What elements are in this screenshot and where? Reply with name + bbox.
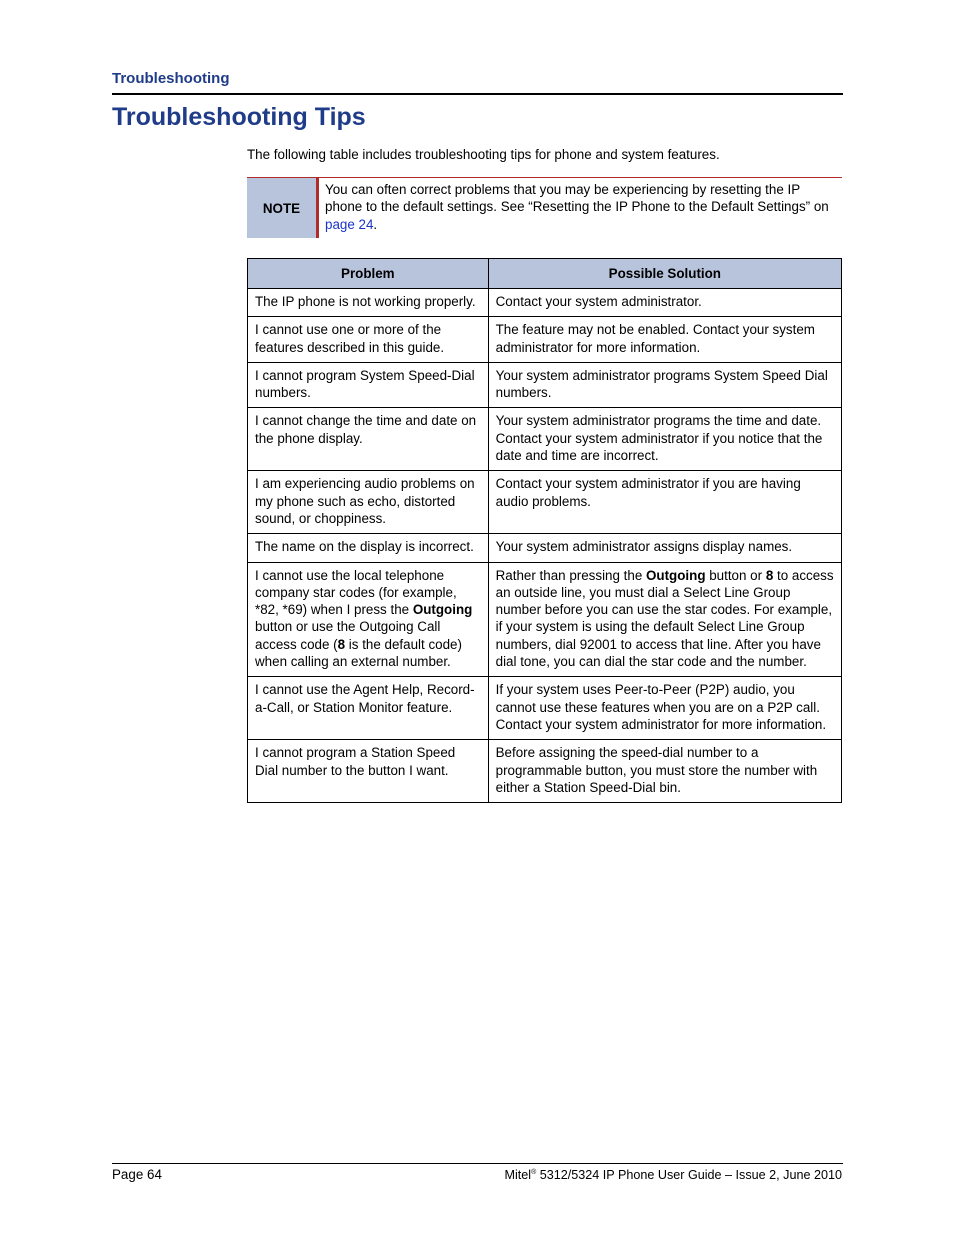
solution-text: to access an outside line, you must dial a Select Line Group number before you can use the star codes. For example, if your system is using the default Select Line Group numbers, dial 92001 to access that line. After you have dial tone, you can dial the star code and the number. <box>495 567 834 670</box>
problem-cell <box>248 289 489 317</box>
solution-text: Your system administrator assigns display names. <box>495 539 793 555</box>
problem-text: button or use the Outgoing Call access code ( <box>255 619 441 652</box>
problem-text: 8 <box>337 636 346 652</box>
problem-text: Outgoing <box>412 602 473 618</box>
document-title: 5312/5324 IP Phone User Guide – Issue 2, June 2010 <box>536 1168 842 1182</box>
problem-cell <box>248 362 489 408</box>
problem-text: The name on the display is incorrect. <box>255 539 474 555</box>
intro-paragraph: The following table includes troubleshooting tips for phone and system features. <box>247 147 720 162</box>
note-text-before: You can often correct problems that you may be experiencing by resetting the IP phone to the default settings. See “Resetting the IP Phone to the Default Settings” on <box>325 182 829 215</box>
problem-cell <box>248 677 489 740</box>
table-body <box>248 289 842 803</box>
document-info <box>504 1168 842 1182</box>
table-row <box>248 362 842 408</box>
problem-cell <box>248 317 489 363</box>
table-row <box>248 677 842 740</box>
solution-cell <box>488 534 841 562</box>
solution-text: Rather than pressing the <box>495 567 646 583</box>
note-box <box>247 177 842 238</box>
problem-text: I cannot use the Agent Help, Record-a-Call, or Station Monitor feature. <box>255 682 475 715</box>
problem-cell <box>248 534 489 562</box>
problem-cell <box>248 740 489 803</box>
solution-text: The feature may not be enabled. Contact your system administrator for more information. <box>495 322 815 355</box>
table-row <box>248 740 842 803</box>
solution-cell <box>488 677 841 740</box>
problem-text: I cannot program a Station Speed Dial number to the button I want. <box>255 745 456 778</box>
solution-text: button or <box>705 567 766 583</box>
table-row <box>248 534 842 562</box>
note-text <box>319 178 842 238</box>
table-header-row <box>248 259 842 289</box>
header-rule <box>112 93 843 95</box>
problem-column-header: Problem <box>248 259 489 289</box>
brand-name: Mitel <box>504 1168 532 1182</box>
table-row <box>248 408 842 471</box>
page-title: Troubleshooting Tips <box>112 103 366 131</box>
note-text-after: . <box>373 216 378 232</box>
solution-cell <box>488 289 841 317</box>
table-row <box>248 562 842 677</box>
solution-cell <box>488 471 841 534</box>
solution-text: Outgoing <box>646 567 706 583</box>
table-row <box>248 471 842 534</box>
registered-mark: ® <box>531 1168 537 1176</box>
solution-cell <box>488 562 841 677</box>
solution-text: Before assigning the speed-dial number to a programmable button, you must store the number with either a Station Speed-Dial bin. <box>495 745 818 795</box>
problem-text: I cannot program System Speed-Dial numbers. <box>255 367 475 401</box>
problem-text: I cannot use one or more of the features described in this guide. <box>255 322 445 355</box>
problem-text: I cannot change the time and date on the phone display. <box>255 413 477 446</box>
solution-cell <box>488 362 841 408</box>
problem-text: The IP phone is not working properly. <box>255 294 476 309</box>
solution-text: Your system administrator programs System Speed Dial numbers. <box>495 367 828 401</box>
solution-column-header: Possible Solution <box>488 259 841 289</box>
solution-cell <box>488 740 841 803</box>
page-number: Page 64 <box>112 1167 162 1182</box>
section-label: Troubleshooting <box>112 70 230 87</box>
problem-text: I cannot use the local telephone company star codes (for example, *82, *69) when I press the <box>255 567 457 618</box>
footer-rule <box>112 1163 843 1164</box>
solution-cell <box>488 317 841 363</box>
table-row <box>248 317 842 363</box>
table-row <box>248 289 842 317</box>
note-label: NOTE <box>247 178 316 238</box>
problem-cell <box>248 408 489 471</box>
problem-cell <box>248 562 489 677</box>
solution-text: Your system administrator programs the time and date. Contact your system administrator if you notice that the date and time are incorrect. <box>495 413 823 464</box>
troubleshooting-table <box>247 258 842 803</box>
solution-text: 8 <box>765 567 774 583</box>
solution-text: Contact your system administrator if you are having audio problems. <box>495 476 801 509</box>
solution-text: If your system uses Peer-to-Peer (P2P) audio, you cannot use these features when you are on a P2P call. Contact your system administrator for more information. <box>495 682 827 732</box>
page-24-link[interactable]: page 24 <box>325 216 374 232</box>
solution-text: Contact your system administrator. <box>495 294 702 309</box>
problem-text: I am experiencing audio problems on my phone such as echo, distorted sound, or choppiness. <box>255 476 475 526</box>
problem-text: is the default code) when calling an external number. <box>255 636 462 670</box>
solution-cell <box>488 408 841 471</box>
problem-cell <box>248 471 489 534</box>
